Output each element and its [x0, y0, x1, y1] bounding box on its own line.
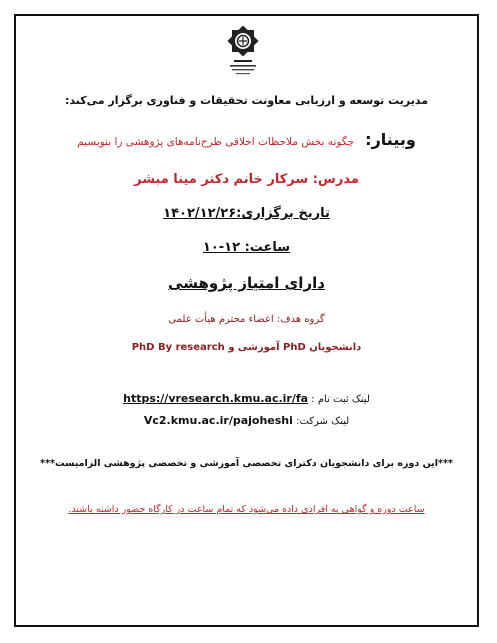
- mandatory-note: ***این دوره برای دانشجویان دکترای تخصصی آموزشی و تخصصی پژوهشی الزامیست***: [40, 458, 453, 469]
- date: تاریخ برگزاری:۱۴۰۲/۱۲/۲۶: [163, 206, 330, 221]
- register-link[interactable]: https://vresearch.kmu.ac.ir/fa: [123, 392, 309, 405]
- university-logo-icon: [218, 26, 268, 84]
- webinar-label: وبینار:: [365, 130, 416, 149]
- register-line: [16, 392, 477, 405]
- announcement: [16, 16, 477, 625]
- time: ساعت: ۱۲-۱۰: [202, 240, 291, 255]
- join-line: [16, 414, 477, 427]
- institution-line: مدیریت توسعه و ارزیابی معاونت تحقیقات و فناوری برگزار می‌کند:: [64, 94, 429, 107]
- join-label: لینک شرکت:: [296, 416, 350, 427]
- target-audience: گروه هدف: اعضاء محترم هیأت علمی: [168, 314, 325, 325]
- join-link[interactable]: Vc2.kmu.ac.ir/pajoheshi: [143, 414, 293, 427]
- instructor: مدرس: سرکار خانم دکتر مینا مبشر: [134, 172, 359, 187]
- register-label: لینک ثبت نام :: [311, 394, 370, 405]
- certificate-note: ساعت دوره و گواهی به افرادی داده می‌شود که تمام ساعت در کارگاه حضور داشته باشند.: [68, 504, 425, 515]
- student-audience: دانشجویان PhD آموزشی و PhD By research: [131, 342, 362, 353]
- credit-badge: دارای امتیاز پژوهشی: [168, 274, 325, 292]
- webinar-topic: چگونه بخش ملاحظات اخلاقی طرح‌نامه‌های پژوهشی را بنویسیم: [77, 136, 355, 148]
- webinar-line: [16, 130, 477, 149]
